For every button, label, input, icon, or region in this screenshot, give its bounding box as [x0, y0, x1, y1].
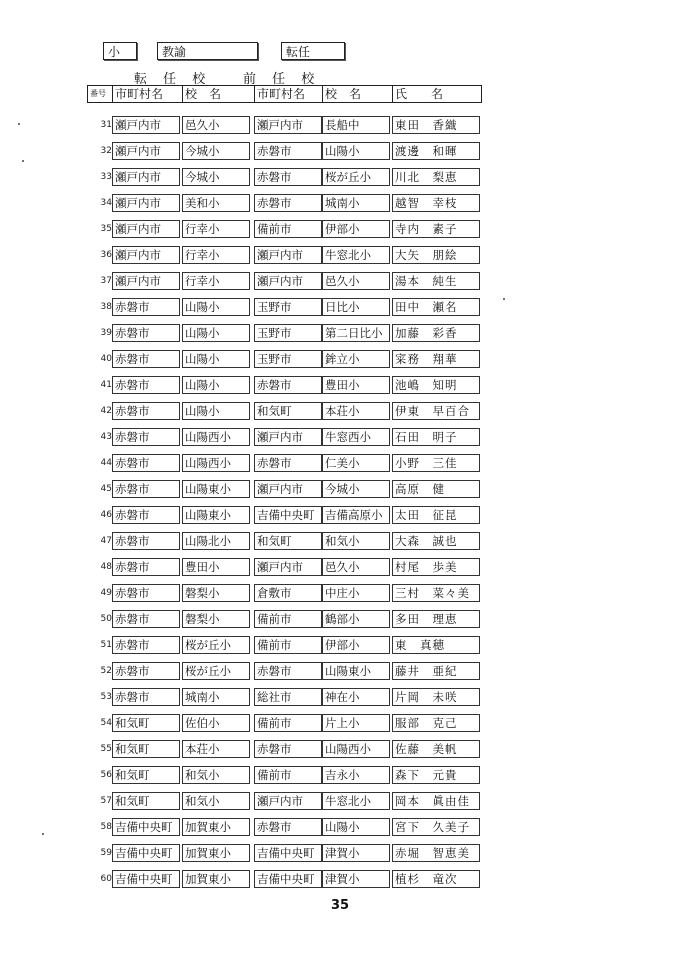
row-number: 34 — [100, 198, 112, 208]
previous-municipality-cell: 備前市 — [254, 766, 322, 784]
header-municipality: 市町村名 — [113, 86, 183, 102]
table-row — [0, 376, 680, 394]
previous-school-cell: 吉永小 — [322, 766, 390, 784]
new-school-cell: 山陽西小 — [182, 428, 250, 446]
table-row — [0, 454, 680, 472]
row-number: 59 — [100, 848, 112, 858]
previous-school-cell: 山陽小 — [322, 142, 390, 160]
row-number: 45 — [100, 484, 112, 494]
previous-school-cell: 日比小 — [322, 298, 390, 316]
previous-school-cell: 牛窓西小 — [322, 428, 390, 446]
new-school-cell: 邑久小 — [182, 116, 250, 134]
new-school-cell: 本荘小 — [182, 740, 250, 758]
new-school-cell: 山陽小 — [182, 298, 250, 316]
new-school-cell: 佐伯小 — [182, 714, 250, 732]
new-school-cell: 豊田小 — [182, 558, 250, 576]
previous-municipality-cell: 瀬戸内市 — [254, 792, 322, 810]
new-school-cell: 加賀東小 — [182, 870, 250, 888]
new-municipality-cell: 和気町 — [112, 740, 180, 758]
previous-municipality-cell: 玉野市 — [254, 324, 322, 342]
row-number: 49 — [100, 588, 112, 598]
row-number: 57 — [100, 796, 112, 806]
new-school-cell: 美和小 — [182, 194, 250, 212]
teacher-name-cell: 藤井 亜紀 — [392, 662, 480, 680]
transfer-type-label: 転任 — [286, 45, 311, 59]
teacher-name-cell: 森下 元貴 — [392, 766, 480, 784]
teacher-name-cell: 渡邊 和暉 — [392, 142, 480, 160]
previous-municipality-cell: 吉備中央町 — [254, 870, 322, 888]
previous-school-cell: 牛窓北小 — [322, 792, 390, 810]
new-municipality-cell: 赤磐市 — [112, 532, 180, 550]
teacher-name-cell: 大矢 朋絵 — [392, 246, 480, 264]
previous-municipality-cell: 和気町 — [254, 532, 322, 550]
previous-municipality-cell: 吉備中央町 — [254, 844, 322, 862]
row-number: 50 — [100, 614, 112, 624]
new-municipality-cell: 和気町 — [112, 792, 180, 810]
teacher-name-cell: 小野 三佳 — [392, 454, 480, 472]
previous-municipality-cell: 瀬戸内市 — [254, 428, 322, 446]
row-number: 60 — [100, 874, 112, 884]
teacher-name-cell: 植杉 竜次 — [392, 870, 480, 888]
row-number: 31 — [100, 120, 112, 130]
teacher-name-cell: 太田 征昆 — [392, 506, 480, 524]
level-label: 小 — [108, 45, 121, 59]
new-school-group-label: 転 任 校 — [134, 72, 212, 87]
new-school-cell: 山陽小 — [182, 402, 250, 420]
previous-school-cell: 津賀小 — [322, 870, 390, 888]
row-number: 38 — [100, 302, 112, 312]
new-school-cell: 山陽小 — [182, 376, 250, 394]
table-header — [87, 85, 482, 103]
new-municipality-cell: 赤磐市 — [112, 428, 180, 446]
previous-municipality-cell: 備前市 — [254, 636, 322, 654]
header-prev-municipality: 市町村名 — [255, 86, 323, 102]
previous-municipality-cell: 玉野市 — [254, 298, 322, 316]
teacher-name-cell: 高原 健 — [392, 480, 480, 498]
teacher-name-cell: 石田 明子 — [392, 428, 480, 446]
teacher-name-cell: 寺内 素子 — [392, 220, 480, 238]
header-name: 氏 名 — [395, 87, 444, 101]
new-school-cell: 磐梨小 — [182, 610, 250, 628]
previous-school-cell: 神在小 — [322, 688, 390, 706]
row-number: 39 — [100, 328, 112, 338]
scan-speck — [503, 298, 505, 300]
previous-municipality-cell: 赤磐市 — [254, 740, 322, 758]
previous-school-cell: 長船中 — [322, 116, 390, 134]
new-school-cell: 和気小 — [182, 766, 250, 784]
previous-school-cell: 邑久小 — [322, 558, 390, 576]
previous-municipality-cell: 瀬戸内市 — [254, 246, 322, 264]
new-school-cell: 山陽北小 — [182, 532, 250, 550]
previous-municipality-cell: 赤磐市 — [254, 662, 322, 680]
header-number: 番号 — [88, 86, 113, 102]
page-number: 35 — [330, 898, 350, 913]
row-number: 42 — [100, 406, 112, 416]
new-municipality-cell: 瀬戸内市 — [112, 220, 180, 238]
teacher-name-cell: 東田 香織 — [392, 116, 480, 134]
previous-municipality-cell: 瀬戸内市 — [254, 272, 322, 290]
table-row — [0, 246, 680, 264]
teacher-name-cell: 川北 梨恵 — [392, 168, 480, 186]
new-school-cell: 山陽東小 — [182, 480, 250, 498]
new-municipality-cell: 赤磐市 — [112, 636, 180, 654]
teacher-name-cell: 片岡 未咲 — [392, 688, 480, 706]
row-number: 56 — [100, 770, 112, 780]
new-school-cell: 加賀東小 — [182, 818, 250, 836]
header-prev-school: 校 名 — [323, 86, 393, 102]
table-row — [0, 402, 680, 420]
previous-municipality-cell: 倉敷市 — [254, 584, 322, 602]
new-municipality-cell: 赤磐市 — [112, 558, 180, 576]
previous-municipality-cell: 玉野市 — [254, 350, 322, 368]
table-row — [0, 688, 680, 706]
previous-school-cell: 牛窓北小 — [322, 246, 390, 264]
previous-municipality-cell: 備前市 — [254, 610, 322, 628]
table-row — [0, 870, 680, 888]
new-municipality-cell: 吉備中央町 — [112, 818, 180, 836]
table-row — [0, 298, 680, 316]
new-municipality-cell: 赤磐市 — [112, 350, 180, 368]
previous-municipality-cell: 赤磐市 — [254, 454, 322, 472]
previous-municipality-cell: 赤磐市 — [254, 168, 322, 186]
row-number: 51 — [100, 640, 112, 650]
previous-municipality-cell: 瀬戸内市 — [254, 558, 322, 576]
table-row — [0, 116, 680, 134]
table-row — [0, 142, 680, 160]
table-row — [0, 324, 680, 342]
teacher-name-cell: 村尾 歩美 — [392, 558, 480, 576]
new-municipality-cell: 赤磐市 — [112, 662, 180, 680]
teacher-name-cell: 三村 菜々美 — [392, 584, 480, 602]
row-number: 36 — [100, 250, 112, 260]
new-school-cell: 桜が丘小 — [182, 636, 250, 654]
new-municipality-cell: 瀬戸内市 — [112, 194, 180, 212]
new-school-cell: 山陽小 — [182, 350, 250, 368]
teacher-name-cell: 宮下 久美子 — [392, 818, 480, 836]
new-school-cell: 今城小 — [182, 142, 250, 160]
previous-school-cell: 津賀小 — [322, 844, 390, 862]
table-row — [0, 818, 680, 836]
table-row — [0, 428, 680, 446]
table-row — [0, 350, 680, 368]
previous-school-cell: 山陽東小 — [322, 662, 390, 680]
previous-municipality-cell: 和気町 — [254, 402, 322, 420]
teacher-name-cell: 佐藤 美帆 — [392, 740, 480, 758]
new-municipality-cell: 赤磐市 — [112, 376, 180, 394]
table-row — [0, 636, 680, 654]
level-box — [103, 42, 137, 60]
teacher-name-cell: 赤堀 智恵美 — [392, 844, 480, 862]
new-school-cell: 山陽西小 — [182, 454, 250, 472]
previous-school-cell: 桜が丘小 — [322, 168, 390, 186]
new-municipality-cell: 赤磐市 — [112, 402, 180, 420]
previous-school-cell: 伊部小 — [322, 636, 390, 654]
new-municipality-cell: 和気町 — [112, 766, 180, 784]
new-municipality-cell: 瀬戸内市 — [112, 168, 180, 186]
transfer-type-box — [281, 42, 345, 60]
teacher-name-cell: 田中 瀬名 — [392, 298, 480, 316]
teacher-name-cell: 多田 理恵 — [392, 610, 480, 628]
new-school-cell: 桜が丘小 — [182, 662, 250, 680]
row-number: 55 — [100, 744, 112, 754]
table-row — [0, 766, 680, 784]
new-municipality-cell: 吉備中央町 — [112, 844, 180, 862]
new-municipality-cell: 吉備中央町 — [112, 870, 180, 888]
position-box — [157, 42, 258, 60]
table-row — [0, 168, 680, 186]
previous-municipality-cell: 赤磐市 — [254, 194, 322, 212]
previous-school-cell: 鉾立小 — [322, 350, 390, 368]
row-number: 46 — [100, 510, 112, 520]
previous-school-cell: 豊田小 — [322, 376, 390, 394]
scan-speck — [18, 123, 20, 125]
previous-school-cell: 第二日比小 — [322, 324, 390, 342]
table-row — [0, 194, 680, 212]
teacher-name-cell: 服部 克己 — [392, 714, 480, 732]
row-number: 40 — [100, 354, 112, 364]
previous-school-cell: 仁美小 — [322, 454, 390, 472]
new-municipality-cell: 赤磐市 — [112, 610, 180, 628]
previous-municipality-cell: 赤磐市 — [254, 818, 322, 836]
previous-school-cell: 中庄小 — [322, 584, 390, 602]
previous-school-cell: 本荘小 — [322, 402, 390, 420]
teacher-name-cell: 寀務 翔華 — [392, 350, 480, 368]
table-row — [0, 714, 680, 732]
previous-school-group-label: 前 任 校 — [243, 72, 321, 87]
new-municipality-cell: 赤磐市 — [112, 454, 180, 472]
previous-municipality-cell: 総社市 — [254, 688, 322, 706]
new-school-cell: 磐梨小 — [182, 584, 250, 602]
header-school: 校 名 — [183, 86, 255, 102]
previous-municipality-cell: 瀬戸内市 — [254, 480, 322, 498]
previous-school-cell: 山陽小 — [322, 818, 390, 836]
row-number: 52 — [100, 666, 112, 676]
row-number: 58 — [100, 822, 112, 832]
new-school-cell: 山陽小 — [182, 324, 250, 342]
table-row — [0, 558, 680, 576]
new-municipality-cell: 赤磐市 — [112, 506, 180, 524]
teacher-name-cell: 湯本 純生 — [392, 272, 480, 290]
row-number: 33 — [100, 172, 112, 182]
row-number: 35 — [100, 224, 112, 234]
table-row — [0, 220, 680, 238]
row-number: 44 — [100, 458, 112, 468]
new-school-cell: 今城小 — [182, 168, 250, 186]
teacher-name-cell: 池嶋 知明 — [392, 376, 480, 394]
scan-speck — [22, 160, 24, 162]
table-row — [0, 584, 680, 602]
row-number: 41 — [100, 380, 112, 390]
table-row — [0, 272, 680, 290]
row-number: 43 — [100, 432, 112, 442]
new-municipality-cell: 赤磐市 — [112, 324, 180, 342]
previous-school-cell: 伊部小 — [322, 220, 390, 238]
new-municipality-cell: 瀬戸内市 — [112, 246, 180, 264]
new-school-cell: 和気小 — [182, 792, 250, 810]
previous-school-cell: 山陽西小 — [322, 740, 390, 758]
teacher-name-cell: 加藤 彩香 — [392, 324, 480, 342]
table-row — [0, 610, 680, 628]
table-row — [0, 792, 680, 810]
previous-school-cell: 邑久小 — [322, 272, 390, 290]
previous-municipality-cell: 備前市 — [254, 714, 322, 732]
previous-school-cell: 城南小 — [322, 194, 390, 212]
table-row — [0, 532, 680, 550]
new-municipality-cell: 和気町 — [112, 714, 180, 732]
new-school-cell: 行幸小 — [182, 220, 250, 238]
teacher-name-cell: 東 真穂 — [392, 636, 480, 654]
previous-municipality-cell: 赤磐市 — [254, 142, 322, 160]
new-school-cell: 行幸小 — [182, 246, 250, 264]
row-number: 32 — [100, 146, 112, 156]
table-row — [0, 740, 680, 758]
previous-municipality-cell: 備前市 — [254, 220, 322, 238]
new-municipality-cell: 赤磐市 — [112, 688, 180, 706]
new-school-cell: 城南小 — [182, 688, 250, 706]
teacher-name-cell: 越智 幸枝 — [392, 194, 480, 212]
row-number: 54 — [100, 718, 112, 728]
table-row — [0, 844, 680, 862]
teacher-name-cell: 岡本 眞由佳 — [392, 792, 480, 810]
previous-municipality-cell: 赤磐市 — [254, 376, 322, 394]
previous-school-cell: 片上小 — [322, 714, 390, 732]
previous-school-cell: 和気小 — [322, 532, 390, 550]
previous-school-cell: 今城小 — [322, 480, 390, 498]
row-number: 47 — [100, 536, 112, 546]
table-row — [0, 506, 680, 524]
row-number: 37 — [100, 276, 112, 286]
new-municipality-cell: 瀬戸内市 — [112, 142, 180, 160]
new-school-cell: 行幸小 — [182, 272, 250, 290]
new-municipality-cell: 瀬戸内市 — [112, 272, 180, 290]
previous-school-cell: 鶴部小 — [322, 610, 390, 628]
new-municipality-cell: 赤磐市 — [112, 480, 180, 498]
new-municipality-cell: 赤磐市 — [112, 298, 180, 316]
previous-municipality-cell: 瀬戸内市 — [254, 116, 322, 134]
new-school-cell: 山陽東小 — [182, 506, 250, 524]
new-municipality-cell: 赤磐市 — [112, 584, 180, 602]
teacher-name-cell: 大森 誠也 — [392, 532, 480, 550]
previous-municipality-cell: 吉備中央町 — [254, 506, 322, 524]
table-row — [0, 662, 680, 680]
row-number: 53 — [100, 692, 112, 702]
position-label: 教諭 — [162, 45, 187, 59]
new-school-cell: 加賀東小 — [182, 844, 250, 862]
teacher-name-cell: 伊東 早百合 — [392, 402, 480, 420]
table-row — [0, 480, 680, 498]
row-number: 48 — [100, 562, 112, 572]
scan-speck — [42, 833, 44, 835]
previous-school-cell: 吉備高原小 — [322, 506, 390, 524]
new-municipality-cell: 瀬戸内市 — [112, 116, 180, 134]
